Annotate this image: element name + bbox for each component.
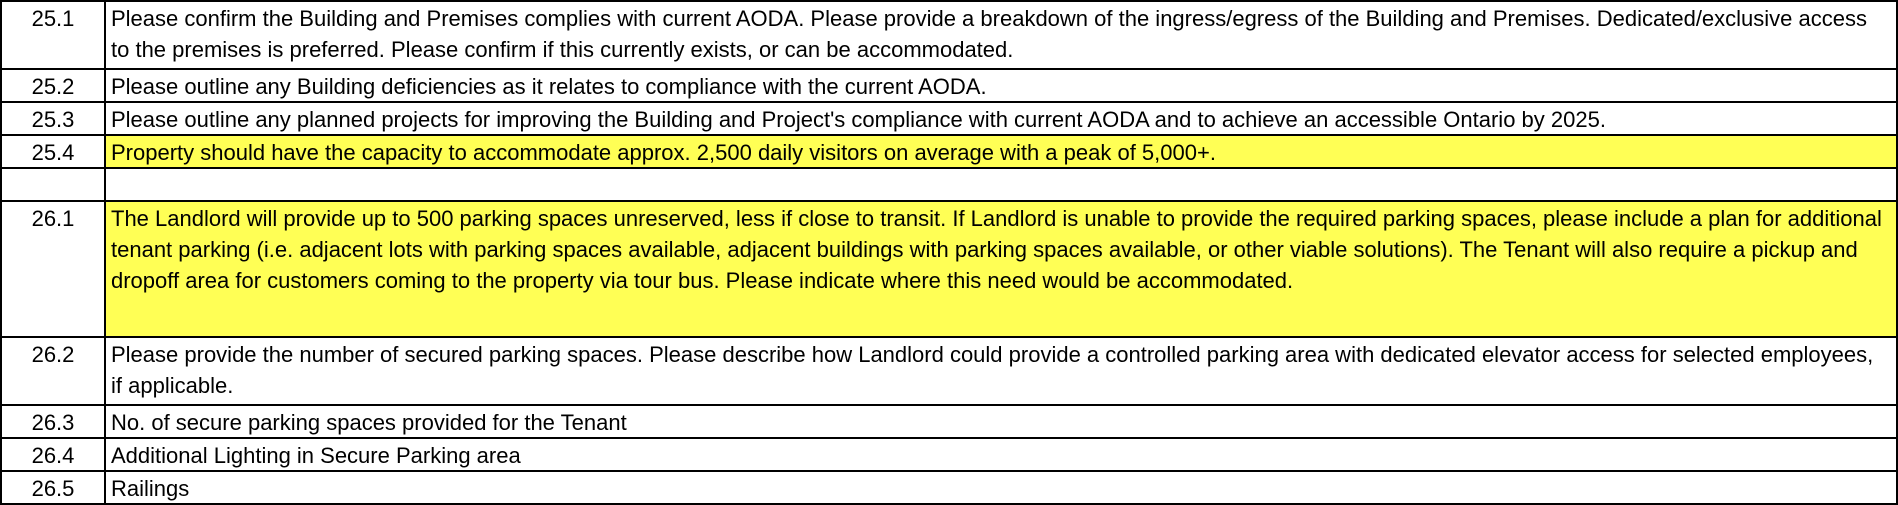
table-row [0, 2, 1898, 70]
row-number [0, 169, 106, 200]
table-row [0, 70, 1898, 103]
table-row [0, 103, 1898, 136]
requirement-text: Please outline any planned projects for improving the Building and Project's compliance with current AODA and to achieve an accessible Ontario by 2025. [106, 103, 1898, 134]
row-number: 25.2 [0, 70, 106, 101]
table-row-highlighted [0, 136, 1898, 169]
row-number: 26.2 [0, 338, 106, 404]
row-number: 25.3 [0, 103, 106, 134]
table-row-empty [0, 169, 1898, 202]
row-number: 26.3 [0, 406, 106, 437]
requirement-text: Railings [106, 472, 1898, 503]
row-number: 26.5 [0, 472, 106, 503]
requirement-text: Additional Lighting in Secure Parking area [106, 439, 1898, 470]
table-row-highlighted [0, 202, 1898, 338]
requirement-text: Property should have the capacity to accommodate approx. 2,500 daily visitors on average with a peak of 5,000+. [106, 136, 1898, 167]
row-number: 25.4 [0, 136, 106, 167]
table-row [0, 338, 1898, 406]
row-number: 26.1 [0, 202, 106, 336]
requirement-text: No. of secure parking spaces provided for the Tenant [106, 406, 1898, 437]
table-row-partial [0, 472, 1898, 505]
requirement-text [106, 169, 1898, 200]
table-row [0, 406, 1898, 439]
requirement-text: Please confirm the Building and Premises complies with current AODA. Please provide a breakdown of the ingress/egress of the Building and Premises. Dedicated/exclusive access to the premises is preferred. Please confirm if this currently exists, or can be accommodated. [106, 2, 1898, 68]
row-number: 26.4 [0, 439, 106, 470]
requirement-text: Please outline any Building deficiencies as it relates to compliance with the current AODA. [106, 70, 1898, 101]
requirement-text: The Landlord will provide up to 500 parking spaces unreserved, less if close to transit. If Landlord is unable to provide the required parking spaces, please include a plan for additional tenant parking (i.e. adjacent lots with parking spaces available, adjacent buildings with parking spaces available, or other viable solutions). The Tenant will also require a pickup and dropoff area for customers coming to the property via tour bus. Please indicate where this need would be accommodated. [106, 202, 1898, 336]
table-row [0, 439, 1898, 472]
row-number: 25.1 [0, 2, 106, 68]
requirement-text: Please provide the number of secured parking spaces. Please describe how Landlord could provide a controlled parking area with dedicated elevator access for selected employees, if applicable. [106, 338, 1898, 404]
